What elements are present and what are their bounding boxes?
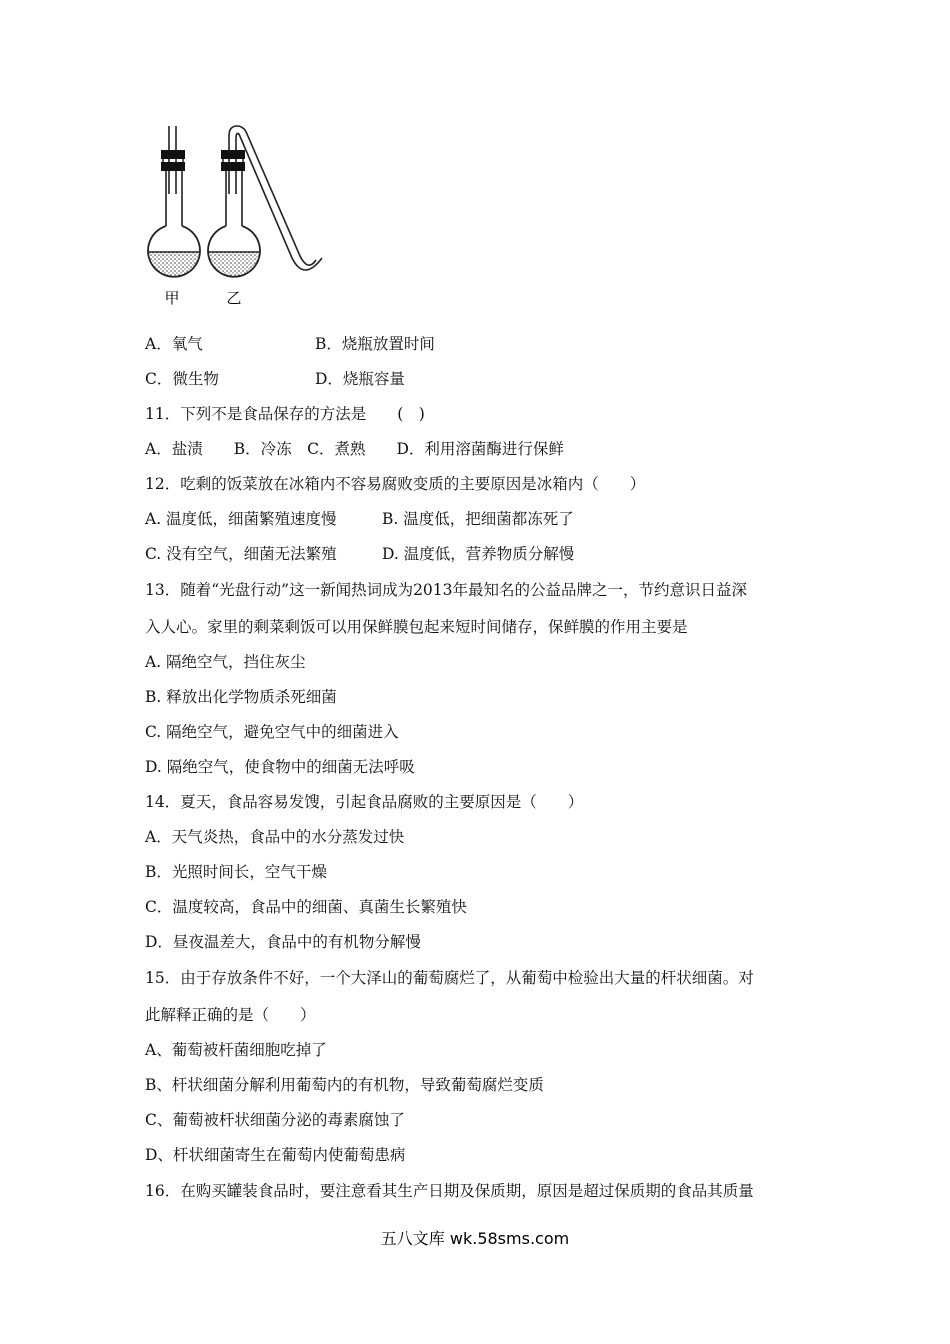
q10-option-c: C．微生物 bbox=[145, 370, 219, 388]
q11-stem: 11．下列不是食品保存的方法是 ( ) bbox=[145, 405, 425, 423]
q15-option-b: B、杆状细菌分解利用葡萄内的有机物，导致葡萄腐烂变质 bbox=[145, 1076, 544, 1094]
q12-option-c: C. 没有空气，细菌无法繁殖 bbox=[145, 545, 337, 563]
q10-option-d: D．烧瓶容量 bbox=[315, 370, 405, 388]
q13-option-a: A. 隔绝空气，挡住灰尘 bbox=[145, 653, 306, 671]
q13-stem-line-2: 入人心。家里的剩菜剩饭可以用保鲜膜包起来短时间储存，保鲜膜的作用主要是 bbox=[145, 618, 688, 636]
q14-option-c: C．温度较高，食品中的细菌、真菌生长繁殖快 bbox=[145, 898, 467, 916]
q14-stem: 14．夏天，食品容易发馊，引起食品腐败的主要原因是（ ） bbox=[145, 793, 584, 811]
q13-option-b: B. 释放出化学物质杀死细菌 bbox=[145, 688, 337, 706]
q10-option-a: A．氧气 bbox=[145, 335, 203, 353]
footer-watermark: 五八文库 wk.58sms.com bbox=[380, 1229, 570, 1248]
q15-option-a: A、葡萄被杆菌细胞吃掉了 bbox=[145, 1041, 327, 1059]
q12-option-b: B. 温度低，把细菌都冻死了 bbox=[382, 510, 574, 528]
q12-option-d: D. 温度低，营养物质分解慢 bbox=[382, 545, 575, 563]
q15-option-d: D、杆状细菌寄生在葡萄内使葡萄患病 bbox=[145, 1146, 406, 1164]
q12-option-row-1 bbox=[145, 509, 574, 529]
q10-option-row-1 bbox=[145, 334, 435, 354]
q12-stem: 12．吃剩的饭菜放在冰箱内不容易腐败变质的主要原因是冰箱内（ ） bbox=[145, 475, 646, 493]
flask-label-jia: 甲 bbox=[164, 289, 180, 307]
q15-stem-line-2: 此解释正确的是（ ） bbox=[145, 1006, 316, 1024]
flask-label-yi: 乙 bbox=[226, 289, 242, 307]
q16-stem-line-1: 16．在购买罐装食品时，要注意看其生产日期及保质期，原因是超过保质期的食品其质量 bbox=[145, 1182, 754, 1200]
q13-option-d: D. 隔绝空气，使食物中的细菌无法呼吸 bbox=[145, 758, 415, 776]
q11-options: A．盐渍 B．冷冻 C．煮熟 D．利用溶菌酶进行保鲜 bbox=[145, 440, 564, 458]
q10-option-b: B．烧瓶放置时间 bbox=[315, 335, 435, 353]
q14-option-d: D．昼夜温差大，食品中的有机物分解慢 bbox=[145, 933, 421, 951]
q15-option-c: C、葡萄被杆状细菌分泌的毒素腐蚀了 bbox=[145, 1111, 405, 1129]
flask-jia bbox=[146, 126, 202, 282]
q12-option-row-2 bbox=[145, 544, 575, 564]
q12-option-a: A. 温度低，细菌繁殖速度慢 bbox=[145, 510, 337, 528]
q13-stem-line-1: 13．随着“光盘行动”这一新闻热词成为2013年最知名的公益品牌之一，节约意识日益深 bbox=[145, 581, 748, 599]
flask-yi bbox=[206, 126, 322, 282]
flask-experiment-figure bbox=[138, 118, 338, 314]
q14-option-b: B．光照时间长，空气干燥 bbox=[145, 863, 327, 881]
q10-option-row-2 bbox=[145, 369, 405, 389]
q15-stem-line-1: 15．由于存放条件不好，一个大泽山的葡萄腐烂了，从葡萄中检验出大量的杆状细菌。对 bbox=[145, 969, 754, 987]
q14-option-a: A．天气炎热，食品中的水分蒸发过快 bbox=[145, 828, 405, 846]
q13-option-c: C. 隔绝空气，避免空气中的细菌进入 bbox=[145, 723, 399, 741]
